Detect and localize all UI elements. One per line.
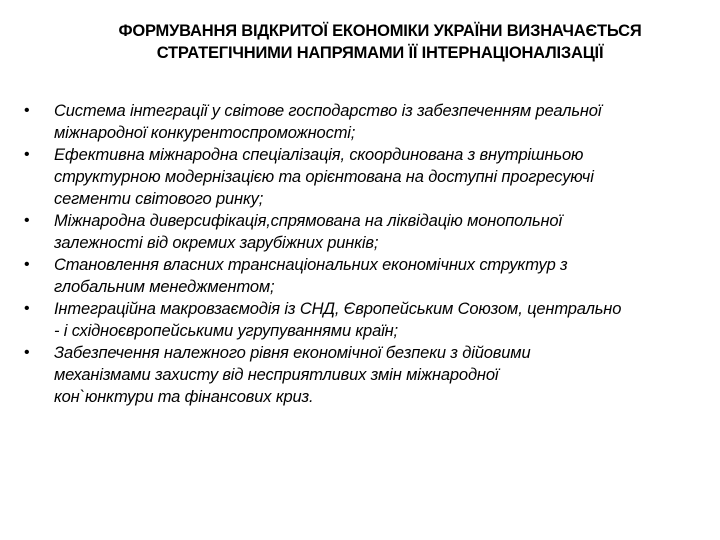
title-line: СТРАТЕГІЧНИМИ НАПРЯМАМИ ЇЇ ІНТЕРНАЦІОНАЛІЗАЦІЇ <box>156 44 604 62</box>
bullet-text-line: Становлення власних транснаціональних економічних структур з <box>54 256 568 274</box>
bullet-text-line: Ефективна міжнародна спеціалізація, скоординована з внутрішньою <box>54 146 584 164</box>
bullet-item <box>22 342 716 408</box>
bullet-text-line: Інтеграційна макровзаємодія із СНД, Європейським Союзом, центрально <box>54 300 622 318</box>
bullet-text-line: глобальним менеджментом; <box>54 278 275 296</box>
bullet-text-line: механізмами захисту від несприятливих змін міжнародної <box>54 366 499 384</box>
bullet-icon: • <box>24 256 30 273</box>
bullet-text-line: міжнародної конкурентоспроможності; <box>54 124 356 142</box>
bullet-text-line: залежності від окремих зарубіжних ринків; <box>54 234 379 252</box>
bullet-text-line: - і східноєвропейськими угрупуваннями країн; <box>54 322 398 340</box>
bullet-item <box>22 210 716 254</box>
bullet-icon: • <box>24 146 30 163</box>
bullet-item <box>22 298 716 342</box>
bullet-text-line: Забезпечення належного рівня економічної безпеки з дійовими <box>54 344 531 362</box>
bullet-text-line: сегменти світового ринку; <box>54 190 264 208</box>
bullet-text-line: Система інтеграції у світове господарство із забезпеченням реальної <box>54 102 602 120</box>
bullet-item <box>22 144 716 210</box>
bullet-icon: • <box>24 102 30 119</box>
slide-title <box>60 20 700 64</box>
title-line: ФОРМУВАННЯ ВІДКРИТОЇ ЕКОНОМІКИ УКРАЇНИ ВИЗНАЧАЄТЬСЯ <box>118 22 642 40</box>
bullet-icon: • <box>24 344 30 361</box>
bullet-item <box>22 254 716 298</box>
bullet-list <box>22 100 716 408</box>
bullet-text-line: структурною модернізацією та орієнтована на доступні прогресуючі <box>54 168 594 186</box>
bullet-icon: • <box>24 300 30 317</box>
bullet-item <box>22 100 716 144</box>
bullet-text-line: Міжнародна диверсифікація,спрямована на ліквідацію монопольної <box>54 212 562 230</box>
bullet-text-line: кон`юнктури та фінансових криз. <box>54 388 314 406</box>
bullet-icon: • <box>24 212 30 229</box>
